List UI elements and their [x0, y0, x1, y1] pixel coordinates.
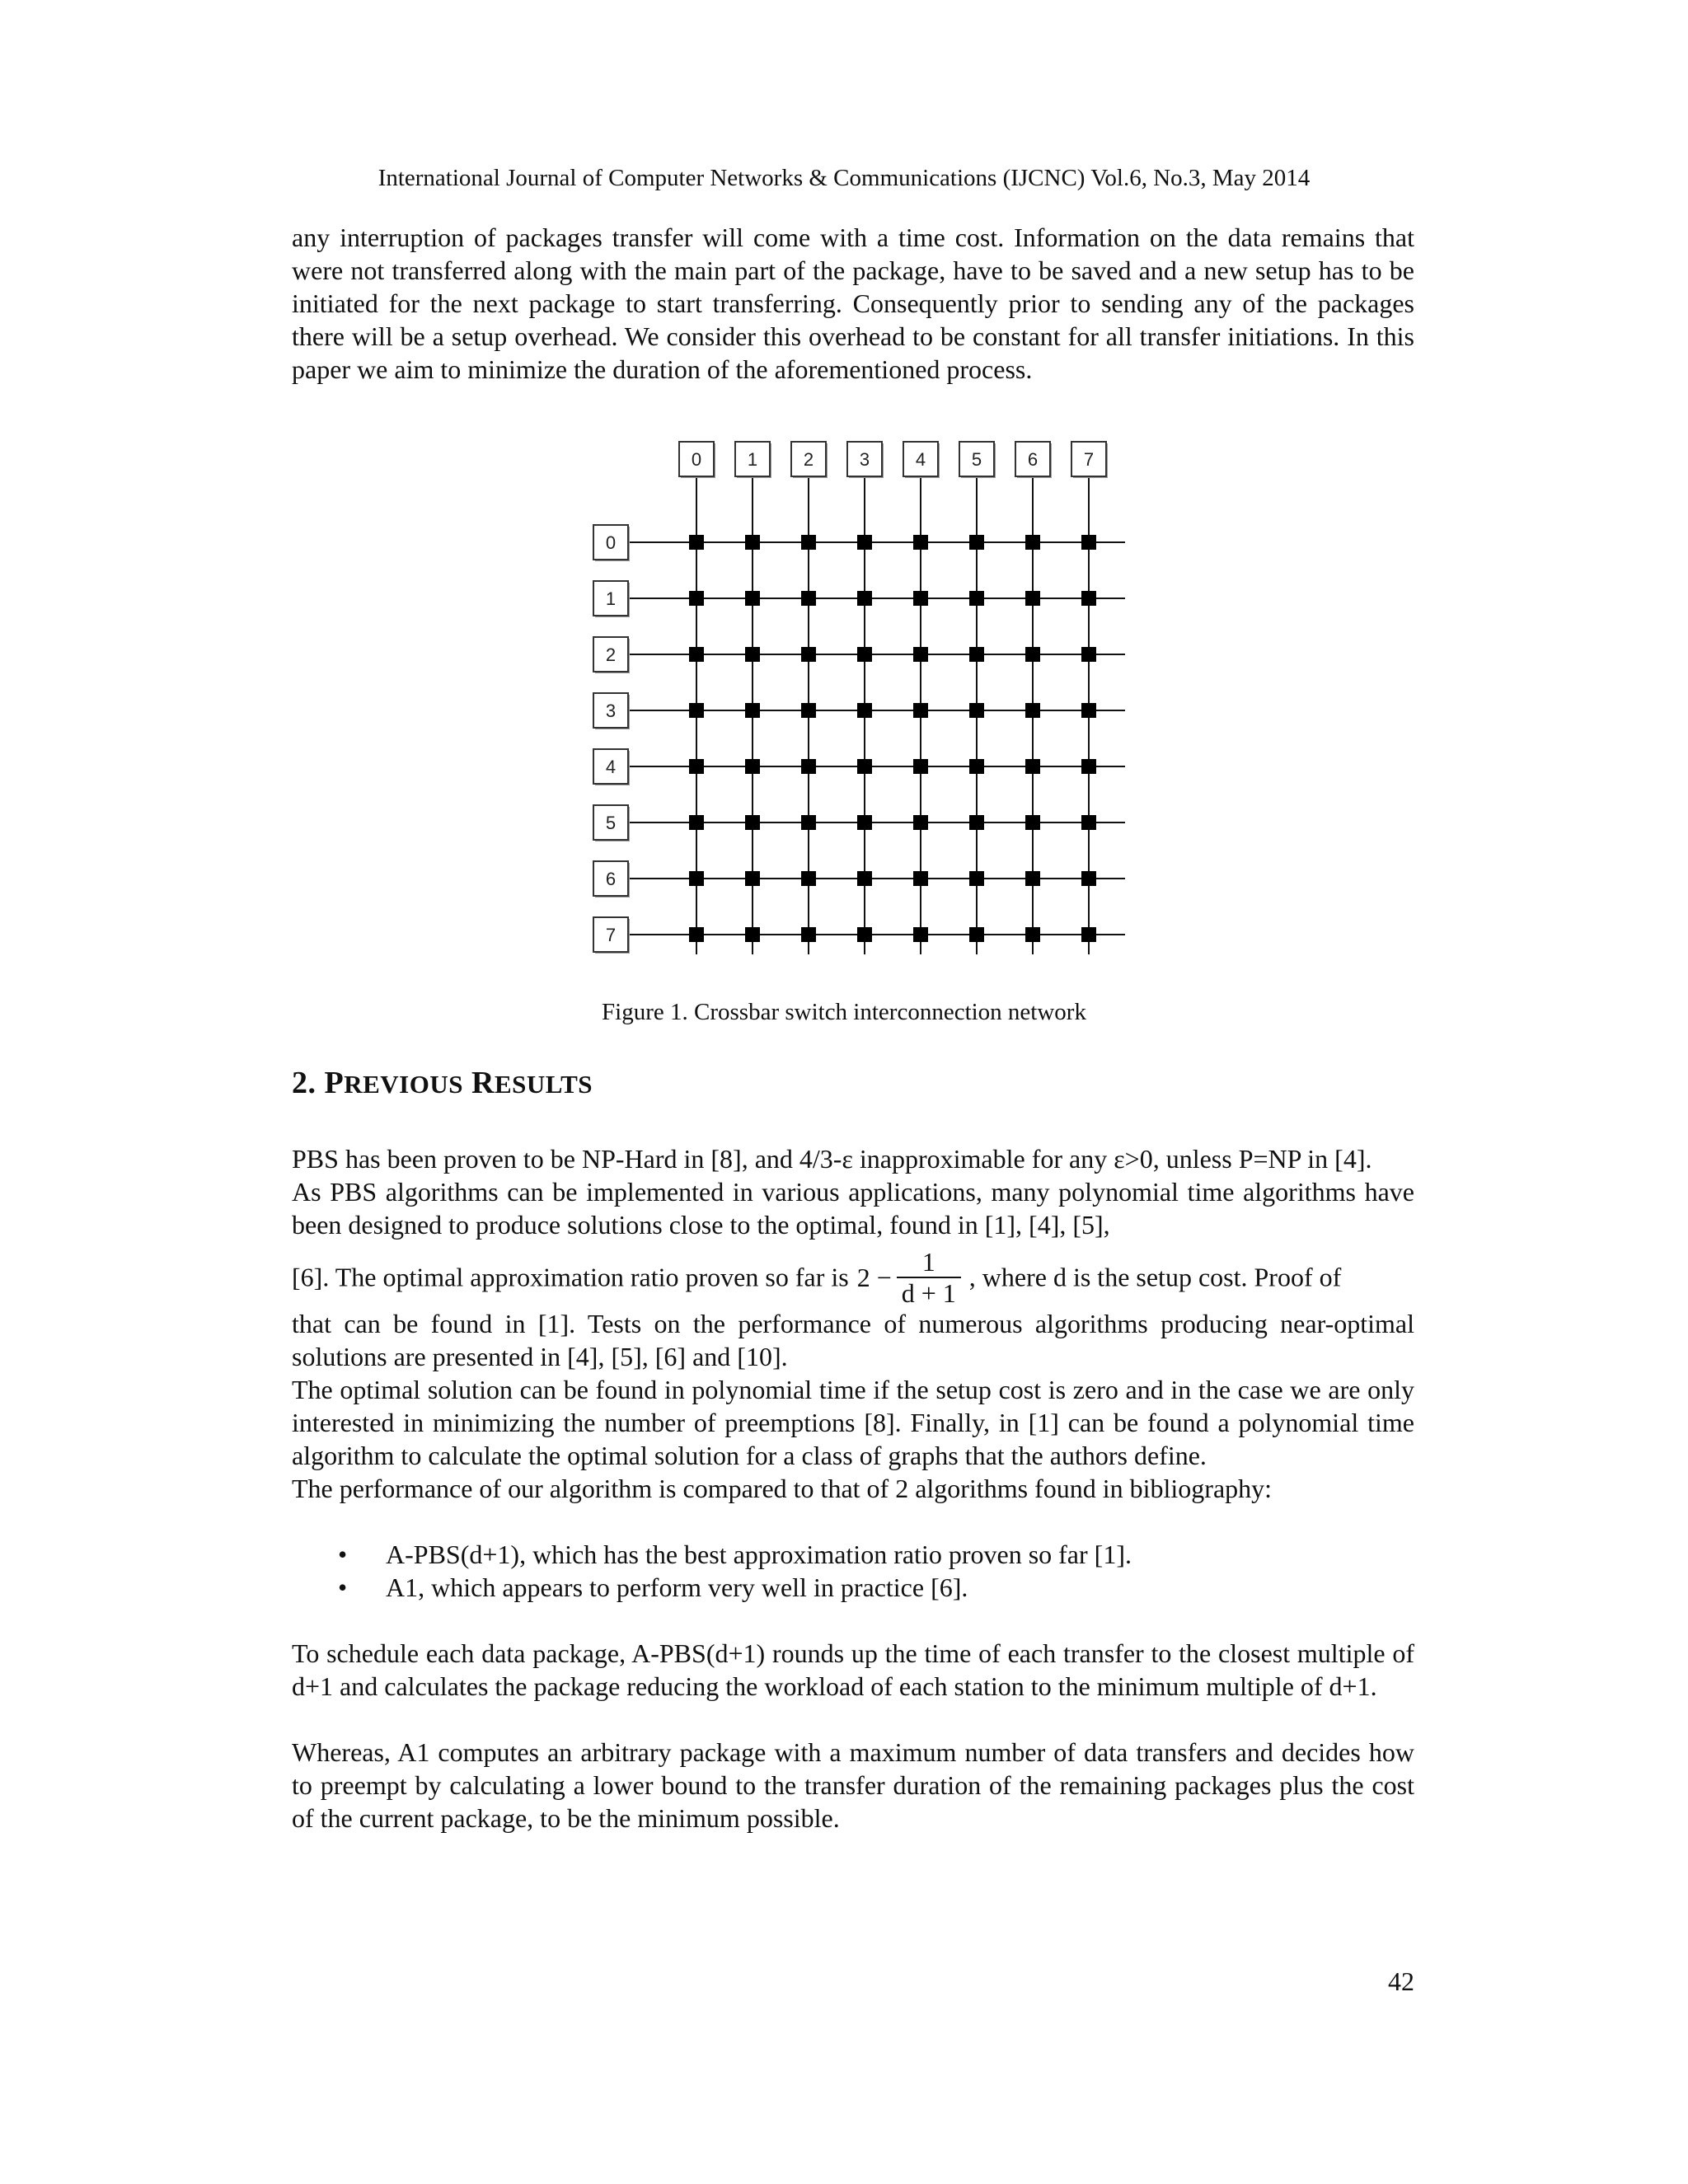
list-item: [292, 1538, 1414, 1571]
crosspoint-switch: [857, 759, 872, 774]
crosspoint-switch: [689, 871, 704, 886]
crosspoint-switch: [913, 591, 928, 606]
crosspoint-switch: [1081, 703, 1096, 718]
formula-numerator: 1: [921, 1246, 935, 1277]
crosspoint-switch: [913, 759, 928, 774]
crosspoint-switch: [801, 647, 816, 662]
crosspoint-switch: [969, 647, 984, 662]
crosspoint-switch: [969, 815, 984, 830]
formula-denominator: d + 1: [897, 1277, 961, 1308]
crosspoint-switch: [745, 647, 760, 662]
crosspoint-switch: [745, 927, 760, 942]
crosspoint-switch: [1025, 535, 1040, 550]
crosspoint-switch: [1081, 927, 1096, 942]
crosspoint-switch: [801, 871, 816, 886]
heading-rest-2: ESULTS: [494, 1070, 593, 1099]
row-label: 4: [605, 757, 617, 777]
column-label: 7: [1083, 449, 1095, 470]
crosspoint-switch: [913, 927, 928, 942]
crosspoint-switch: [1081, 815, 1096, 830]
crosspoint-switch: [857, 815, 872, 830]
figure-caption: Figure 1. Crossbar switch interconnection network: [602, 999, 1086, 1025]
crosspoint-switch: [1025, 815, 1040, 830]
algorithm-list: [292, 1538, 1414, 1604]
list-item-text: A-PBS(d+1), which has the best approximation ratio proven so far [1].: [386, 1540, 1132, 1569]
running-header: International Journal of Computer Networks & Communications (IJCNC) Vol.6, No.3, May 2014: [377, 165, 1311, 191]
crosspoint-switch: [913, 815, 928, 830]
column-label: 4: [915, 449, 926, 470]
crosspoint-switch: [745, 871, 760, 886]
paragraph-apbs: To schedule each data package, A-PBS(d+1) rounds up the time of each transfer to the closest multiple of d+1 and calculates the package reducing the workload of each station to the minimum multiple of d+1.: [292, 1638, 1414, 1701]
column-label: 3: [859, 449, 870, 470]
crosspoint-switch: [857, 647, 872, 662]
intro-text: any interruption of packages transfer will come with a time cost. Information on the data remains that were not transferred along with the main part of the package, have to be saved and a new setup has to be initiated for the next package to start transferring. Consequently prior to sending any of the packages there will be a setup overhead. We consider this overhead to be constant for all transfer initiations. In this paper we aim to minimize the duration of the aforementioned process.: [292, 223, 1414, 384]
row-label: 2: [605, 644, 617, 665]
crosspoint-switch: [969, 871, 984, 886]
crosspoint-switch: [745, 535, 760, 550]
crosspoint-switch: [969, 703, 984, 718]
paragraph-applications-rest: that can be found in [1]. Tests on the performance of numerous algorithms producing near-optimal solutions are presented in [4], [5], [6] and [10].: [292, 1309, 1414, 1371]
bullet-icon: •: [338, 1572, 348, 1602]
paragraph-comparison: The performance of our algorithm is compared to that of 2 algorithms found in bibliography:: [292, 1474, 1273, 1503]
crosspoint-switch: [801, 535, 816, 550]
crosspoint-switch: [1025, 591, 1040, 606]
crosspoint-switch: [913, 647, 928, 662]
formula-prefix-text: [6]. The optimal approximation ratio proven so far is: [292, 1262, 849, 1292]
heading-rest-1: REVIOUS: [344, 1070, 463, 1099]
crossbar-figure: [577, 430, 1154, 974]
crosspoint-switch: [689, 535, 704, 550]
crosspoint-switch: [857, 927, 872, 942]
crosspoint-switch: [913, 535, 928, 550]
page-number: 42: [1388, 1966, 1414, 1996]
crosspoint-switch: [1025, 759, 1040, 774]
crosspoint-switch: [801, 927, 816, 942]
row-label: 0: [605, 532, 617, 553]
crosspoint-switch: [969, 535, 984, 550]
crosspoint-switch: [1081, 535, 1096, 550]
formula-fraction: [897, 1247, 961, 1308]
crosspoint-switch: [1025, 927, 1040, 942]
column-label: 6: [1027, 449, 1039, 470]
paragraph-np-hard: PBS has been proven to be NP-Hard in [8], and 4/3-ε inapproximable for any ε>0, unless P=NP in [4].: [292, 1144, 1372, 1174]
crosspoint-switch: [689, 647, 704, 662]
column-label: 5: [971, 449, 982, 470]
paragraph-applications-line1: As PBS algorithms can be implemented in various applications, many polynomial time algorithms have been designed to produce solutions close to the optimal, found in [1], [4], [5],: [292, 1177, 1414, 1240]
crosspoint-switch: [801, 759, 816, 774]
crosspoint-switch: [689, 927, 704, 942]
crosspoint-switch: [1081, 647, 1096, 662]
row-label: 7: [605, 925, 617, 945]
crosspoint-switch: [857, 871, 872, 886]
crosspoint-switch: [801, 591, 816, 606]
crosspoint-switch: [689, 815, 704, 830]
crosspoint-switch: [1081, 871, 1096, 886]
crosspoint-switch: [801, 703, 816, 718]
formula-line: [292, 1241, 1414, 1307]
crosspoint-switch: [857, 703, 872, 718]
paragraph-optimal-solution: The optimal solution can be found in polynomial time if the setup cost is zero and in the case we are only interested in minimizing the number of preemptions [8]. Finally, in [1] can be found a polynomial time algorithm to calculate the optimal solution for a class of graphs that the authors define.: [292, 1375, 1414, 1470]
crosspoint-switch: [1025, 871, 1040, 886]
list-item: [292, 1571, 1414, 1604]
crosspoint-switch: [1025, 703, 1040, 718]
crosspoint-switch: [745, 591, 760, 606]
approximation-formula: [857, 1244, 961, 1310]
heading-initial-2: R: [471, 1066, 495, 1100]
crosspoint-switch: [745, 703, 760, 718]
row-label: 3: [605, 701, 617, 721]
crosspoint-switch: [801, 815, 816, 830]
crosspoint-switch: [969, 591, 984, 606]
column-label: 0: [691, 449, 702, 470]
heading-initial-1: P: [324, 1066, 345, 1100]
crosspoint-switch: [1025, 647, 1040, 662]
crosspoint-switch: [969, 927, 984, 942]
crosspoint-switch: [689, 591, 704, 606]
row-label: 6: [605, 869, 617, 889]
crosspoint-switch: [745, 759, 760, 774]
crosspoint-switch: [857, 535, 872, 550]
previous-results-body: [292, 1142, 1414, 1835]
column-label: 2: [803, 449, 814, 470]
column-label: 1: [747, 449, 758, 470]
crosspoint-switch: [1081, 759, 1096, 774]
list-item-text: A1, which appears to perform very well in practice [6].: [386, 1572, 968, 1602]
bullet-icon: •: [338, 1540, 348, 1569]
crosspoint-switch: [913, 703, 928, 718]
formula-suffix-text: , where d is the setup cost. Proof of: [968, 1262, 1342, 1292]
crosspoint-switch: [857, 591, 872, 606]
row-label: 1: [605, 588, 617, 609]
row-label: 5: [605, 813, 617, 833]
crossbar-diagram: [577, 430, 1154, 974]
crosspoint-switch: [689, 703, 704, 718]
crosspoint-switch: [689, 759, 704, 774]
section-heading: [292, 1063, 593, 1104]
crosspoint-switch: [913, 871, 928, 886]
intro-paragraph: [292, 221, 1414, 386]
section-number: 2.: [292, 1066, 316, 1100]
crosspoint-switch: [1081, 591, 1096, 606]
paragraph-a1: Whereas, A1 computes an arbitrary package with a maximum number of data transfers and decides how to preempt by calculating a lower bound to the transfer duration of the remaining packages plus the cost of the current package, to be the minimum possible.: [292, 1737, 1414, 1833]
crosspoint-switch: [745, 815, 760, 830]
formula-lead: 2 −: [856, 1262, 892, 1292]
crosspoint-switch: [969, 759, 984, 774]
